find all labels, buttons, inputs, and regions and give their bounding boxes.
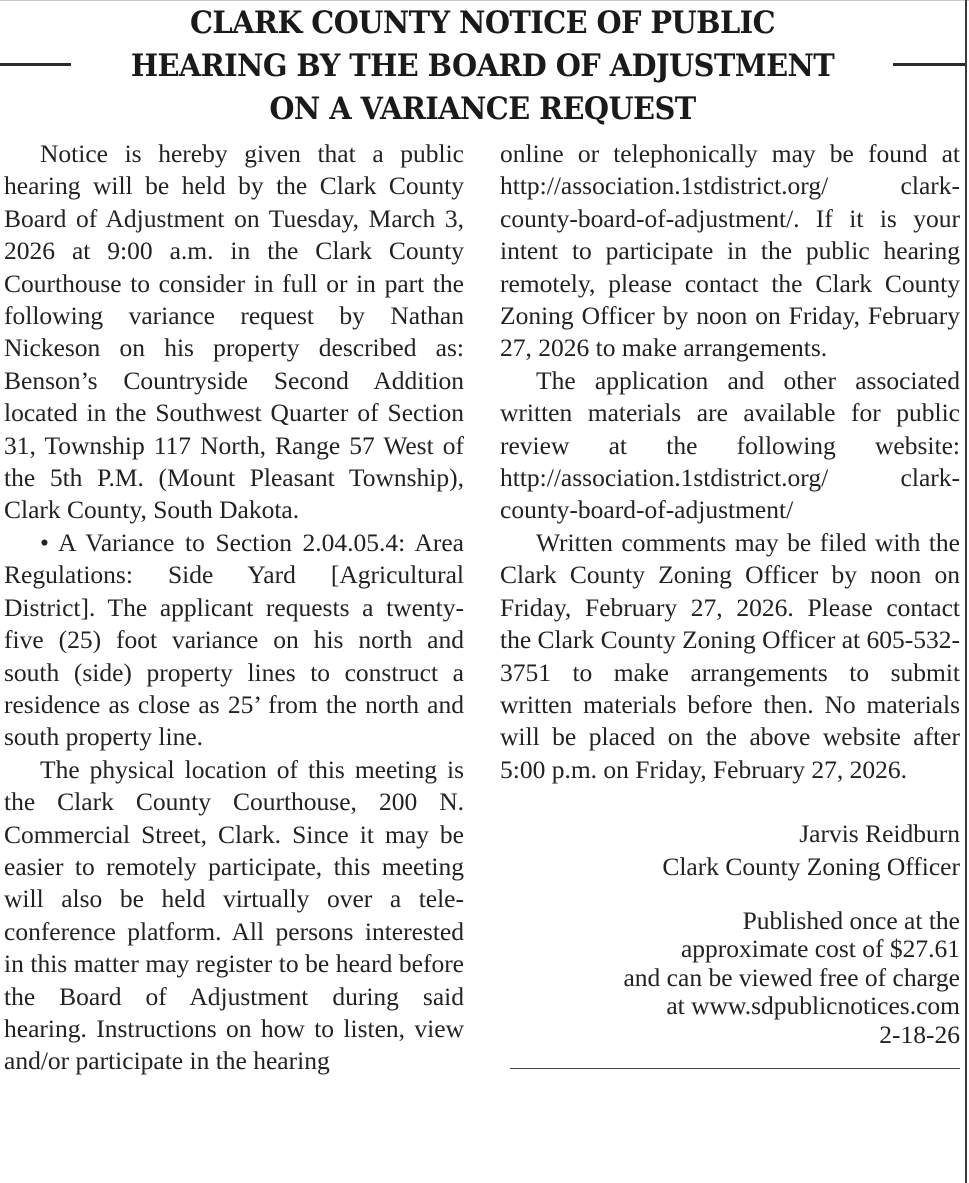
publication-line-2: approximate cost of $27.61 <box>680 934 960 964</box>
notice-headline <box>34 2 931 131</box>
headline-line-3: ON A VARIANCE REQUEST <box>269 91 696 127</box>
top-border <box>0 0 969 1</box>
publication-date: 2-18-26 <box>879 1019 960 1049</box>
paragraph-application: The application and other associated written materials are available for public review at the following website: http://association.1stdistrict.org/ clark-county-board-of-adjustment/ <box>500 365 960 525</box>
headline-line-2: HEARING BY THE BOARD OF ADJUSTMENT <box>130 48 835 84</box>
end-rule <box>510 1067 960 1069</box>
publication-line-3: and can be viewed free of charge <box>623 962 960 992</box>
right-border <box>965 0 967 1183</box>
publication-info <box>500 907 960 1050</box>
signature-block <box>500 818 960 883</box>
publication-line-1: Published once at the <box>742 905 960 935</box>
publication-line-4: at www.sdpublicnotices.com <box>666 991 960 1021</box>
signer-name: Jarvis Reidburn <box>799 819 960 849</box>
signer-title: Clark County Zoning Officer <box>662 851 960 881</box>
paragraph-written-comments: Written comments may be filed with the Clark County Zoning Officer by noon on Friday, February 27, 2026. Please contact the Clark County Zoning Officer at 605-532-3751 to make arrangements to submit written materials before then. No materials will be placed on the above website after 5:00 p.m. on Friday, February 27, 2026. <box>500 527 960 784</box>
right-column <box>500 138 960 1069</box>
paragraph-notice: Notice is hereby given that a public hearing will be held by the Clark County Board of Adjustment on Tuesday, March 3, 2026 at 9:00 a.m. in the Clark County Courthouse to consider in full or in part the following variance request by Nathan Nickeson on his property described as: Benson’s Countryside Second Addition located in the Southwest Quarter of Section 31, Township 117 North, Range 57 West of the 5th P.M. (Mount Pleasant Township), Clark County, South Dakota. <box>4 139 464 525</box>
paragraph-location: The physical location of this meeting is the Clark County Courthouse, 200 N. Commercial Street, Clark. Since it may be easier to remotely participate, this meeting will also be held virtually over a tele-conference platform. All persons interested in this matter may register to be heard before the Board of Adjustment during said hearing. Instructions on how to listen, view and/or participate in the hearing <box>4 754 464 1076</box>
left-column <box>4 138 464 1078</box>
paragraph-location-continued: online or telephonically may be found at http://association.1stdistrict.org/ clark-county-board-of-adjustment/. If it is your intent to participate in the public hearing remotely, please contact the Clark County Zoning Officer by noon on Friday, February 27, 2026 to make arrangements. <box>500 139 960 363</box>
paragraph-variance-item: • A Variance to Section 2.04.05.4: Area Regulations: Side Yard [Agricultural District]. The applicant requests a twenty-five (25) foot variance on his north and south (side) property lines to construct a residence as close as 25’ from the north and south property line. <box>4 527 464 752</box>
headline-line-1: CLARK COUNTY NOTICE OF PUBLIC <box>190 5 775 41</box>
